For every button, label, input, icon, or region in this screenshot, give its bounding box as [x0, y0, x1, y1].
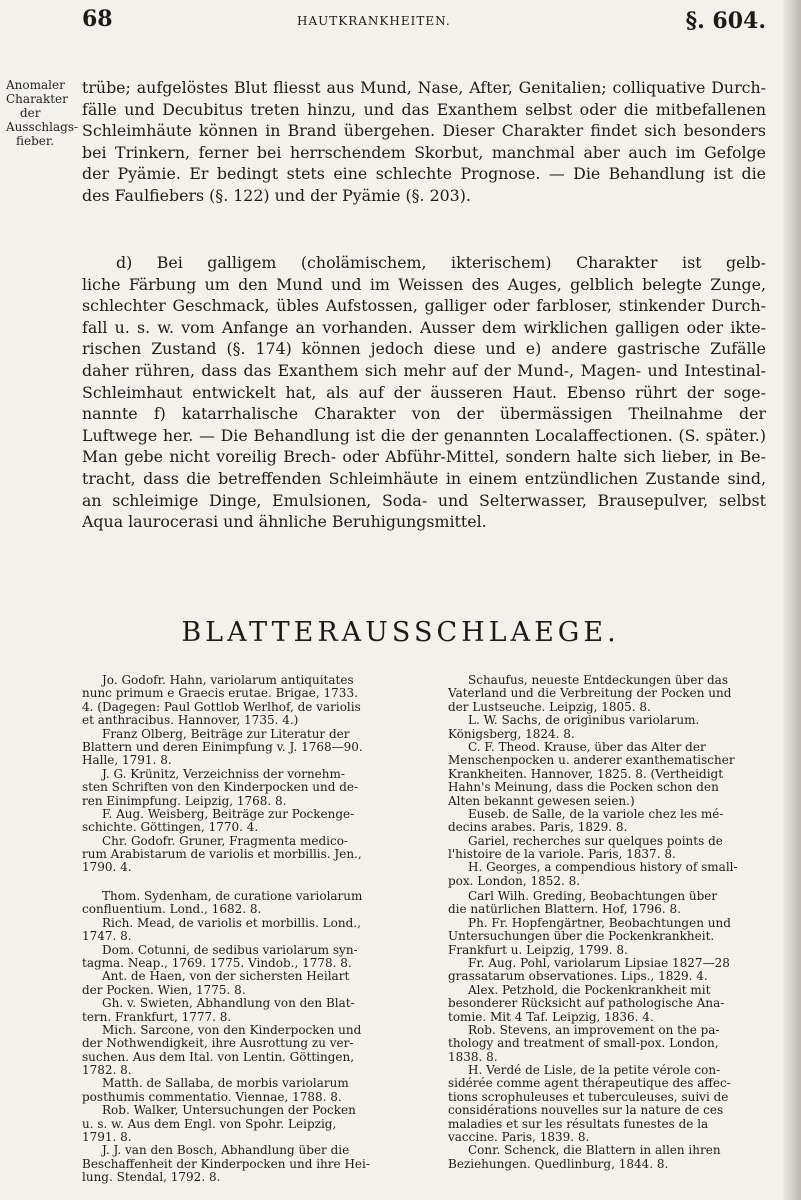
- biblio-line: u. s. w. Aus dem Engl. von Spohr. Leipzig,: [82, 1117, 337, 1131]
- text-line: d) Bei galligem (cholämischem, ikterischem) Charakter ist gelb-: [116, 253, 766, 272]
- margin-note-line: Ausschlags-: [6, 120, 79, 134]
- margin-note-line: der: [20, 106, 41, 120]
- biblio-line: sidérée comme agent thérapeutique des affec-: [448, 1077, 731, 1091]
- text-line: Schleimhäute können in Brand übergehen. Dieser Charakter findet sich besonders: [82, 121, 766, 141]
- text-line: tracht, dass die betreffenden Schleimhäute in einem entzündlichen Zustande sind,: [82, 468, 766, 488]
- biblio-line: 4. (Dagegen: Paul Gottlob Werlhof, de variolis: [82, 700, 361, 714]
- biblio-line: Blattern und deren Einimpfung v. J. 1768—90.: [82, 740, 363, 754]
- biblio-line: thology and treatment of small-pox. London,: [448, 1037, 719, 1051]
- biblio-line: pox. London, 1852. 8.: [448, 874, 581, 888]
- text-line: fall u. s. w. vom Anfange an vorhanden. Ausser dem wirklichen galligen oder ikte-: [82, 317, 766, 337]
- biblio-line: confluentium. Lond., 1682. 8.: [82, 903, 262, 917]
- biblio-line: grassatarum observationes. Lips., 1829. 4.: [448, 970, 708, 984]
- margin-note-line: fieber.: [16, 134, 55, 148]
- biblio-line: tions scrophuleuses et tuberculeuses, suivi de: [448, 1090, 729, 1104]
- biblio-line: posthumis commentatio. Viennae, 1788. 8.: [82, 1090, 342, 1104]
- biblio-line: vaccine. Paris, 1839. 8.: [448, 1131, 590, 1145]
- paragraph-putrid-character: [82, 77, 766, 207]
- text-line: an schleimige Dinge, Emulsionen, Soda- und Selterwasser, Brausepulver, selbst: [82, 490, 766, 510]
- bibliography-bottom-right: [448, 890, 766, 1171]
- biblio-line: Rob. Walker, Untersuchungen der Pocken: [102, 1104, 356, 1118]
- biblio-line: rum Arabistarum de variolis et morbillis. Jen.,: [82, 848, 362, 862]
- biblio-line: Carl Wilh. Greding, Beobachtungen über: [468, 890, 718, 903]
- biblio-line: decins arabes. Paris, 1829. 8.: [448, 821, 628, 835]
- biblio-line: Chr. Godofr. Gruner, Fragmenta medico-: [102, 834, 348, 848]
- bibliography-top-right: [448, 674, 766, 888]
- biblio-line: C. F. Theod. Krause, über das Alter der: [468, 740, 706, 754]
- biblio-line: tagma. Neap., 1769. 1775. Vindob., 1778. 8.: [82, 956, 352, 970]
- biblio-line: H. Georges, a compendious history of small-: [468, 861, 738, 875]
- bibliography-bottom-left: [82, 890, 410, 1185]
- text-line: daher rühren, dass das Exanthem sich mehr auf der Mund-, Magen- und Intestinal-: [82, 360, 766, 380]
- biblio-line: der Nothwendigkeit, ihre Ausrottung zu ver-: [82, 1037, 354, 1051]
- text-line: nannte f) katarrhalische Charakter von der übermässigen Theilnahme der: [82, 404, 766, 424]
- biblio-line: L. W. Sachs, de originibus variolarum.: [468, 714, 700, 728]
- biblio-line: Euseb. de Salle, de la variole chez les mé-: [468, 807, 724, 821]
- biblio-line: Krankheiten. Hannover, 1825. 8. (Vertheidigt: [448, 767, 724, 781]
- biblio-line: considérations nouvelles sur la nature de ces: [448, 1104, 724, 1118]
- biblio-line: Hahn's Meinung, dass die Pocken schon den: [448, 781, 719, 795]
- text-line: Luftwege her. — Die Behandlung ist die der genannten Localaffectionen. (S. später.): [82, 425, 766, 445]
- biblio-line: Frankfurt u. Leipzig, 1799. 8.: [448, 943, 628, 957]
- text-line: schlechter Geschmack, übles Aufstossen, galliger oder farbloser, stinkender Durch-: [82, 296, 766, 316]
- biblio-line: besonderer Rücksicht auf pathologische Ana-: [448, 997, 725, 1011]
- biblio-line: Dom. Cotunni, de sedibus variolarum syn-: [102, 943, 358, 957]
- margin-note-line: Charakter: [6, 92, 68, 106]
- text-line: der Pyämie. Er bedingt stets eine schlechte Prognose. — Die Behandlung ist die: [82, 164, 766, 184]
- page-number: 68: [82, 6, 113, 32]
- biblio-line: l'histoire de la variole. Paris, 1837. 8.: [448, 848, 676, 862]
- running-title: HAUTKRANKHEITEN.: [297, 14, 451, 28]
- biblio-line: F. Aug. Weisberg, Beiträge zur Pockenge-: [102, 807, 355, 821]
- biblio-line: maladies et sur les résultats funestes de la: [448, 1117, 709, 1131]
- page-edge-shadow: [783, 0, 801, 1200]
- biblio-line: 1791. 8.: [82, 1131, 132, 1145]
- biblio-line: 1747. 8.: [82, 930, 132, 944]
- biblio-line: Rich. Mead, de variolis et morbillis. Lond.,: [102, 916, 361, 930]
- text-line: fälle und Decubitus treten hinzu, und das Exanthem selbst oder die mitbefallenen: [82, 99, 766, 119]
- margin-note-line: Anomaler: [6, 78, 65, 92]
- biblio-line: 1838. 8.: [448, 1050, 498, 1064]
- biblio-line: et anthracibus. Hannover, 1735. 4.): [82, 714, 299, 728]
- text-line: bei Trinkern, ferner bei herrschendem Skorbut, manchmal aber auch im Gefolge: [82, 142, 766, 162]
- biblio-line: Halle, 1791. 8.: [82, 754, 172, 768]
- biblio-line: der Lustseuche. Leipzig, 1805. 8.: [448, 700, 651, 714]
- biblio-line: J. G. Krünitz, Verzeichniss der vornehm-: [102, 767, 345, 781]
- text-line: rischen Zustand (§. 174) können jedoch diese und e) andere gastrische Zufälle: [82, 339, 766, 359]
- text-line: des Faulfiebers (§. 122) und der Pyämie (§. 203).: [82, 185, 471, 205]
- biblio-line: Mich. Sarcone, von den Kinderpocken und: [102, 1023, 362, 1037]
- biblio-line: der Pocken. Wien, 1775. 8.: [82, 983, 246, 997]
- biblio-line: Gariel, recherches sur quelques points de: [468, 834, 723, 848]
- biblio-line: schichte. Göttingen, 1770. 4.: [82, 821, 259, 835]
- margin-note: [6, 78, 79, 148]
- biblio-line: Königsberg, 1824. 8.: [448, 727, 575, 741]
- biblio-line: Rob. Stevens, an improvement on the pa-: [468, 1023, 720, 1037]
- biblio-line: tern. Frankfurt, 1777. 8.: [82, 1010, 232, 1024]
- biblio-line: tomie. Mit 4 Taf. Leipzig, 1836. 4.: [448, 1010, 654, 1024]
- biblio-line: Conr. Schenck, die Blattern in allen ihren: [468, 1144, 721, 1158]
- biblio-line: suchen. Aus dem Ital. von Lentin. Göttingen,: [82, 1050, 355, 1064]
- biblio-line: 1782. 8.: [82, 1064, 132, 1078]
- biblio-line: ren Einimpfung. Leipzig, 1768. 8.: [82, 794, 287, 808]
- biblio-line: nunc primum e Graecis erutae. Brigae, 1733.: [82, 687, 358, 701]
- biblio-line: Untersuchungen über die Pockenkrankheit.: [448, 930, 715, 944]
- biblio-line: Schaufus, neueste Entdeckungen über das: [468, 674, 728, 687]
- biblio-line: H. Verdé de Lisle, de la petite vérole con-: [468, 1064, 721, 1078]
- text-line: Man gebe nicht voreilig Brech- oder Abführ-Mittel, sondern halte sich lieber, in Be-: [82, 447, 766, 467]
- text-line: liche Färbung um den Mund und im Weissen des Auges, gelblich belegte Zunge,: [82, 274, 766, 294]
- biblio-line: Jo. Godofr. Hahn, variolarum antiquitates: [102, 674, 354, 687]
- biblio-line: J. J. van den Bosch, Abhandlung über die: [102, 1144, 350, 1158]
- paragraph-bilious-character: [82, 252, 766, 533]
- biblio-line: Alex. Petzhold, die Pockenkrankheit mit: [468, 983, 711, 997]
- page-header: [82, 6, 766, 40]
- biblio-line: lung. Stendal, 1792. 8.: [82, 1171, 221, 1185]
- biblio-line: Gh. v. Swieten, Abhandlung von den Blat-: [102, 997, 355, 1011]
- biblio-line: Ant. de Haen, von der sichersten Heilart: [102, 970, 350, 984]
- biblio-line: Thom. Sydenham, de curatione variolarum: [102, 890, 363, 903]
- biblio-line: Beziehungen. Quedlinburg, 1844. 8.: [448, 1157, 669, 1171]
- bibliography-top-left: [82, 674, 410, 875]
- biblio-line: Ph. Fr. Hopfengärtner, Beobachtungen und: [468, 916, 731, 930]
- biblio-line: 1790. 4.: [82, 861, 132, 875]
- biblio-line: sten Schriften von den Kinderpocken und de-: [82, 781, 359, 795]
- text-line: Schleimhaut entwickelt hat, als auf der äusseren Haut. Ebenso rührt der soge-: [82, 382, 766, 402]
- biblio-line: Alten bekannt gewesen seien.): [448, 794, 635, 808]
- text-line: Aqua laurocerasi und ähnliche Beruhigungsmittel.: [82, 512, 487, 532]
- biblio-line: Vaterland und die Verbreitung der Pocken und: [448, 687, 732, 701]
- chapter-heading: BLATTERAUSSCHLAEGE.: [181, 617, 620, 648]
- biblio-line: Matth. de Sallaba, de morbis variolarum: [102, 1077, 349, 1091]
- text-line: trübe; aufgelöstes Blut fliesst aus Mund, Nase, After, Genitalien; colliquative Durch-: [82, 78, 766, 97]
- biblio-line: Franz Olberg, Beiträge zur Literatur der: [102, 727, 350, 741]
- section-number: §. 604.: [685, 8, 766, 34]
- biblio-line: Beschaffenheit der Kinderpocken und ihre Hei-: [82, 1157, 370, 1171]
- biblio-line: Fr. Aug. Pohl, variolarum Lipsiae 1827—28: [468, 956, 730, 970]
- biblio-line: die natürlichen Blattern. Hof, 1796. 8.: [448, 903, 681, 917]
- biblio-line: Menschenpocken u. anderer exanthematischer: [448, 754, 735, 768]
